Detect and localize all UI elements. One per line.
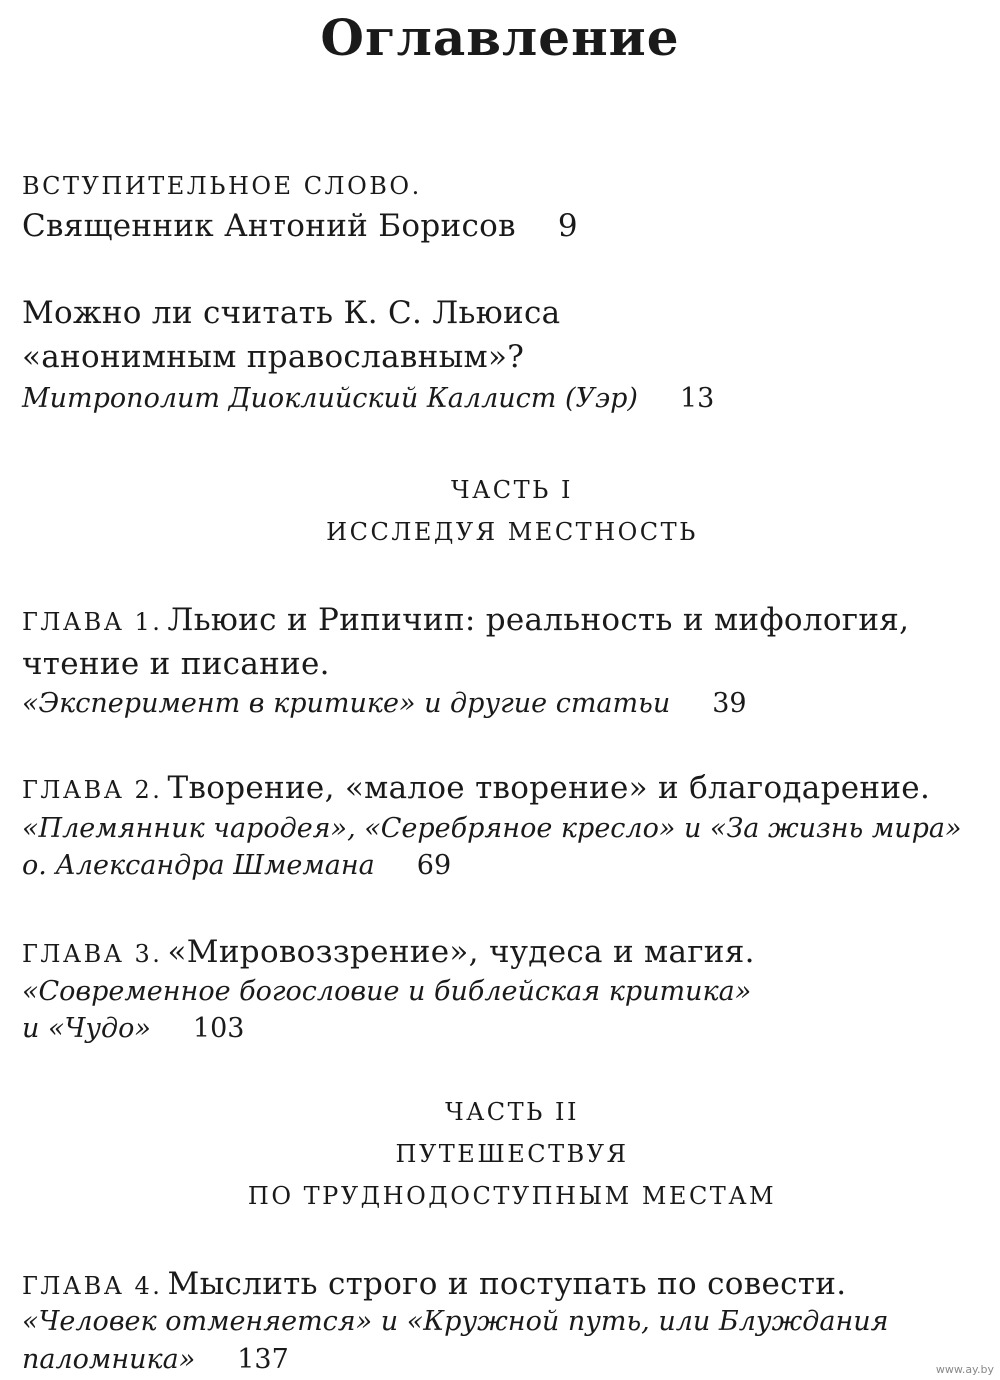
intro-page-number: 9 <box>557 208 578 244</box>
chapter1-page-number: 39 <box>712 688 747 719</box>
intro-heading: ВСТУПИТЕЛЬНОЕ СЛОВО. <box>22 172 422 200</box>
chapter2-title-line1: Творение, «малое творение» и благодарение. <box>167 770 931 806</box>
chapter4-page-number: 137 <box>237 1344 289 1375</box>
chapter3-page-number: 103 <box>192 1013 245 1044</box>
page-title: Оглавление <box>320 8 680 67</box>
chapter3-title-line1: «Мировоззрение», чудеса и магия. <box>167 934 755 970</box>
chapter2-subtitle-line1: «Племянник чародея», «Серебряное кресло» и «За жизнь мира» <box>22 813 962 844</box>
chapter4-title-line1: Мыслить строго и поступать по совести. <box>167 1266 847 1302</box>
chapter1-title-line2: чтение и писание. <box>22 646 330 682</box>
chapter3-entry <box>22 1013 244 1044</box>
essay-author: Митрополит Диоклийский Каллист (Уэр) <box>22 383 638 414</box>
part1-label: ЧАСТЬ I <box>451 476 573 504</box>
essay-page-number: 13 <box>679 383 715 414</box>
chapter1-subtitle: «Эксперимент в критике» и другие статьи <box>22 688 671 719</box>
chapter4-subtitle-line2: паломника» <box>22 1344 196 1375</box>
chapter3-label: ГЛАВА 3. <box>22 940 163 968</box>
chapter3-title <box>22 934 755 970</box>
chapter4-label: ГЛАВА 4. <box>22 1272 163 1300</box>
part2-title-line2: ПО ТРУДНОДОСТУПНЫМ МЕСТАМ <box>247 1182 777 1210</box>
intro-entry <box>22 208 578 244</box>
essay-title-line1: Можно ли считать К. С. Льюиса <box>22 295 561 331</box>
chapter2-subtitle-line2: о. Александра Шмемана <box>22 850 375 881</box>
essay-entry <box>22 383 714 414</box>
chapter1-title <box>22 602 909 638</box>
chapter4-title <box>22 1266 846 1302</box>
chapter2-title <box>22 770 930 806</box>
chapter4-subtitle-line1: «Человек отменяется» и «Кружной путь, или Блуждания <box>22 1306 889 1337</box>
intro-author: Священник Антоний Борисов <box>22 208 516 244</box>
chapter2-entry <box>22 850 451 881</box>
chapter3-subtitle-line1: «Современное богословие и библейская критика» <box>22 976 752 1007</box>
essay-title-line2: «анонимным православным»? <box>22 339 525 375</box>
part2-label: ЧАСТЬ II <box>445 1098 579 1126</box>
chapter2-page-number: 69 <box>416 850 452 881</box>
chapter2-label: ГЛАВА 2. <box>22 776 163 804</box>
chapter1-label: ГЛАВА 1. <box>22 608 163 636</box>
part2-title-line1: ПУТЕШЕСТВУЯ <box>395 1140 629 1168</box>
watermark: www.ay.by <box>935 1363 994 1376</box>
chapter1-title-line1: Льюис и Рипичип: реальность и мифология, <box>167 602 910 638</box>
chapter3-subtitle-line2: и «Чудо» <box>22 1013 151 1044</box>
part1-title: ИССЛЕДУЯ МЕСТНОСТЬ <box>326 518 698 546</box>
chapter4-entry <box>22 1344 289 1375</box>
chapter1-entry <box>22 688 747 719</box>
